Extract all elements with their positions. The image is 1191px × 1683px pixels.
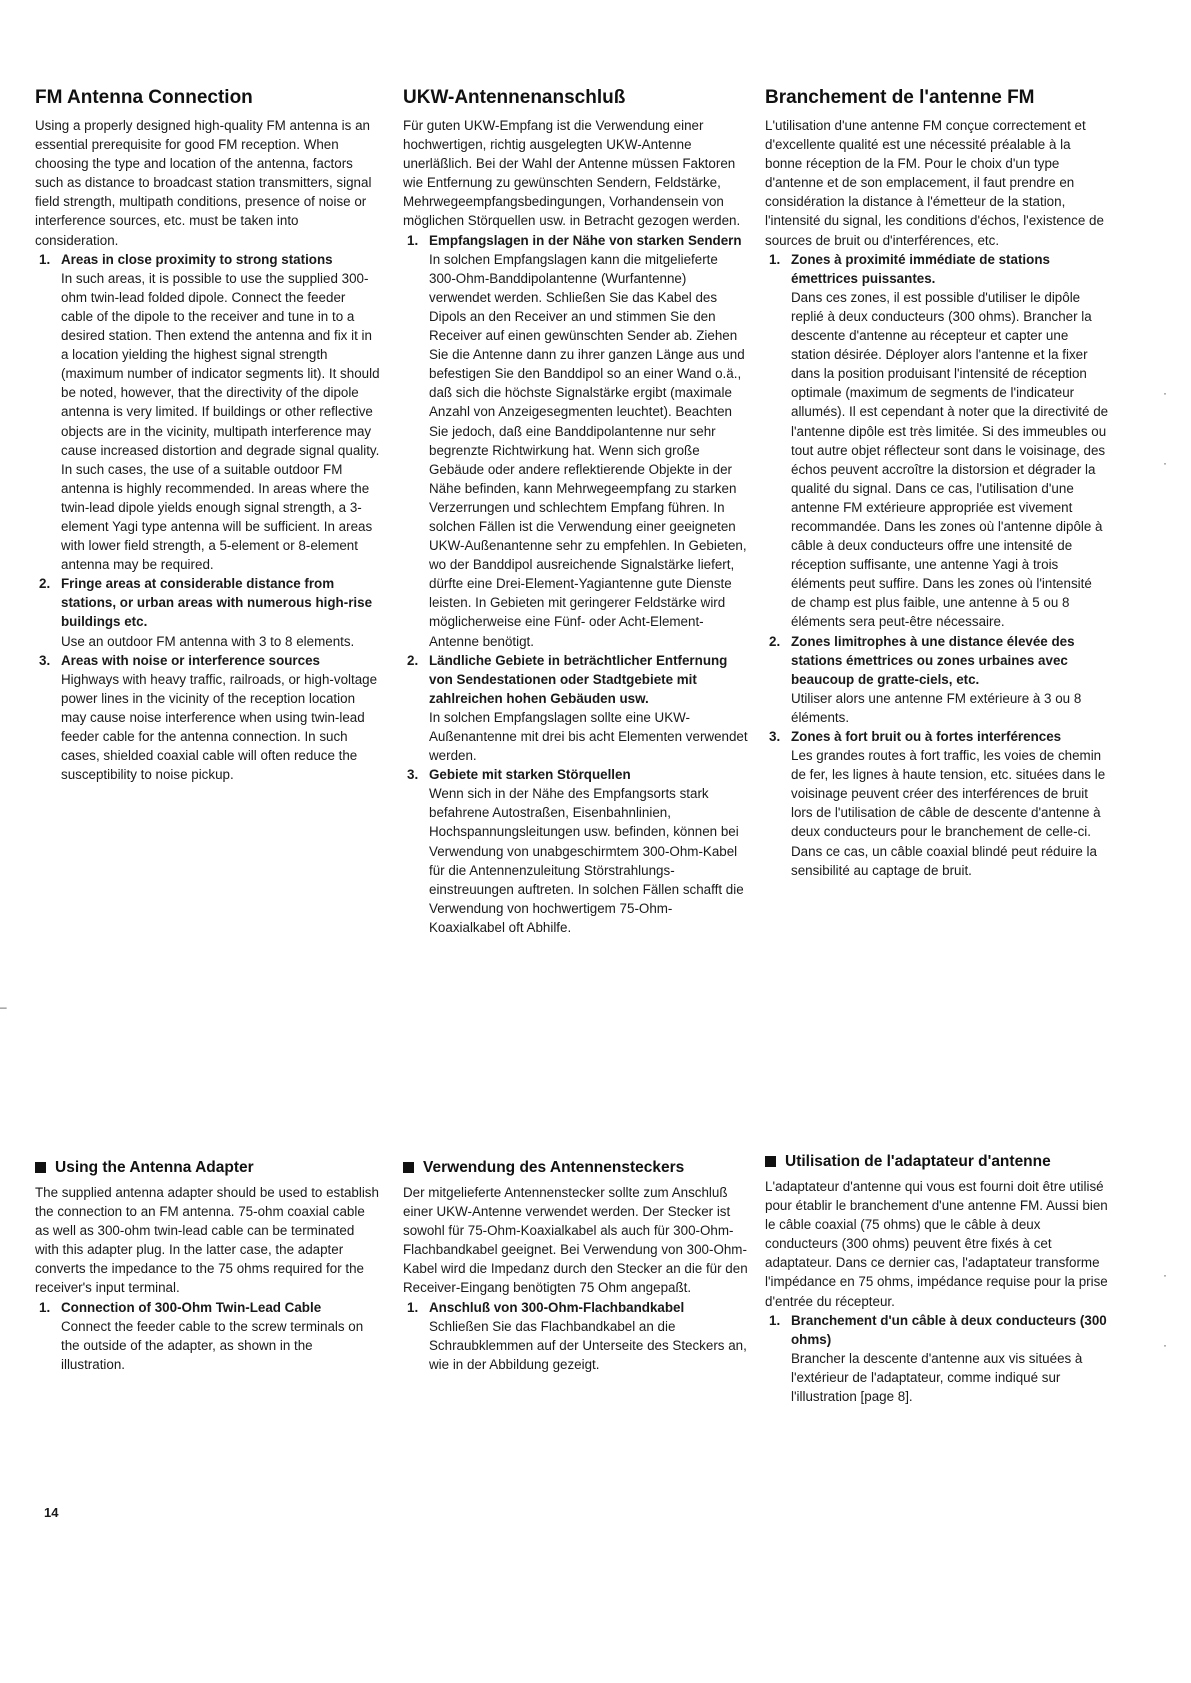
english-item-list	[35, 250, 380, 785]
german-item-3-number: 3.	[407, 767, 419, 783]
french-item-1-body: Dans ces zones, il est possible d'utiliser le dipôle replié à deux conducteurs (300 ohms). Brancher la descente d'antenne au récepteur et capter une station désirée. Déployer alors l'antenne et la fixer dans la position produisant l'intensité de réception optimale (maximum de segments de l'indicateur allumés). Il est cependant à noter que la directivité de l'antenne dipôle est très limitée. Si des immeubles ou tout autre objet réflecteur sont dans le voisinage, des échos peuvent accroître la distorsion et dégrader la qualité du signal. Dans ce cas, l'utilisation d'une antenne FM extérieure appropriée est vivement recommandée. Dans les zones où l'antenne dipôle à câble à deux conducteurs offre une intensité de réception suffisante, une antenne Yagi à trois éléments peut suffire. Dans les zones où l'intensité de champ est plus faible, une antenne à 5 ou 8 éléments sera peut-être nécessaire.	[791, 289, 1109, 630]
german-item-2-body: In solchen Empfangslagen sollte eine UKW-Außenantenne mit drei bis acht Elementen verwendet werden.	[429, 709, 748, 764]
german-item-2	[403, 651, 748, 766]
french-item-3-body: Les grandes routes à fort traffic, les voies de chemin de fer, les lignes à haute tension, etc. situées dans le voisinage peuvent créer des interférences de bruit lors de l'utilisation de câble de descente d'antenne à deux conducteurs pour le branchement de celle-ci. Dans ce cas, un câble coaxial blindé peut réduire la sensibilité au captage de bruit.	[791, 748, 1106, 878]
english-item-1-number: 1.	[39, 251, 51, 267]
french-title: Branchement de l'antenne FM	[765, 87, 1035, 108]
english-adapter-intro: The supplied antenna adapter should be used to establish the connection to an FM antenna. 75-ohm coaxial cable as well as 300-ohm twin-lead cable can be terminated with this adapter plug. In the latter case, the adapter converts the impedance to the 75 ohms required for the receiver's input terminal.	[35, 1185, 379, 1296]
english-item-2-number: 2.	[39, 576, 51, 592]
english-adapter-item-1-title: Connection of 300-Ohm Twin-Lead Cable	[61, 1299, 322, 1315]
english-adapter-item-1-body: Connect the feeder cable to the screw terminals on the outside of the adapter, as shown in the illustration.	[61, 1318, 364, 1372]
english-item-2	[35, 574, 380, 650]
french-item-1-title: Zones à proximité immédiate de stations émettrices puissantes.	[791, 251, 1050, 286]
english-item-2-body: Use an outdoor FM antenna with 3 to 8 elements.	[61, 633, 355, 649]
german-adapter-item-1	[403, 1298, 748, 1374]
french-item-1	[765, 250, 1110, 632]
french-adapter-item-1-title: Branchement d'un câble à deux conducteurs (300 ohms)	[791, 1312, 1107, 1347]
french-adapter-section	[765, 1152, 1110, 1406]
english-item-3-body: Highways with heavy traffic, railroads, or high-voltage power lines in the vicinity of the reception location may cause noise interference when using twin-lead feeder cable for the antenna connection. In such cases, shielded coaxial cable will often reduce the susceptibility to noise pickup.	[61, 671, 378, 783]
german-adapter-title: Verwendung des Antennensteckers	[403, 1158, 748, 1177]
french-intro: L'utilisation d'une antenne FM conçue correctement et d'excellente qualité est une nécessité préalable à la bonne réception de la FM. Pour le choix d'un type d'antenne et de son emplacement, il faut prendre en considération la distance à l'émetteur de la station, l'intensité du signal, les conditions d'échos, l'existence de sources de bruit ou d'interférences, etc.	[765, 118, 1104, 248]
english-item-3-number: 3.	[39, 652, 51, 668]
german-item-3-title: Gebiete mit starken Störquellen	[429, 767, 631, 783]
french-adapter-item-1-number: 1.	[769, 1312, 781, 1328]
german-item-2-title: Ländliche Gebiete in beträchtlicher Entfernung von Sendestationen oder Stadtgebiete mit zahlreichen hohen Gebäuden usw.	[429, 652, 728, 706]
german-adapter-intro: Der mitgelieferte Antennenstecker sollte zum Anschluß einer UKW-Antenne verwendet werden. Der Stecker ist sowohl für 75-Ohm-Koaxialkabel als auch für 300-Ohm-Flachbandkabel geeignet. Bei Verwendung von 300-Ohm-Kabel wird die Impedanz durch den Stecker an die für den Receiver-Eingang benötigten 75 Ohm angepaßt.	[403, 1185, 748, 1296]
french-item-2-title: Zones limitrophes à une distance élevée des stations émettrices ou zones urbaines avec beaucoup de gratte-ciels, etc.	[791, 633, 1075, 687]
english-item-3	[35, 651, 380, 785]
german-adapter-item-1-number: 1.	[407, 1299, 419, 1315]
german-adapter-item-1-body: Schließen Sie das Flachbandkabel an die Schraubklemmen auf der Unterseite des Steckers an, wie in der Abbildung gezeigt.	[429, 1318, 747, 1372]
german-item-1-title: Empfangslagen in der Nähe von starken Sendern	[429, 232, 742, 248]
page-number: 14	[44, 1505, 59, 1520]
english-item-3-title: Areas with noise or interference sources	[61, 652, 320, 668]
german-item-3	[403, 765, 748, 937]
english-adapter-list	[35, 1298, 380, 1374]
french-item-2	[765, 632, 1110, 727]
french-item-1-number: 1.	[769, 251, 781, 267]
english-adapter-item-1	[35, 1298, 380, 1374]
bullet-square-icon	[765, 1156, 776, 1167]
english-title: FM Antenna Connection	[35, 87, 253, 108]
german-intro: Für guten UKW-Empfang ist die Verwendung einer hochwertigen, richtig ausgelegten UKW-Antenne unerläßlich. Bei der Wahl der Antenne müssen Faktoren wie Entfernung zu gewünschten Sendern, Feldstärke, Mehrwegeempfangsbedingungen, Vorhandensein von möglichen Störquellen usw. in Betracht gezogen werden.	[403, 118, 741, 229]
german-title: UKW-Antennenanschluß	[403, 87, 626, 108]
french-adapter-item-1	[765, 1311, 1110, 1406]
bullet-square-icon	[35, 1162, 46, 1173]
english-adapter-item-1-number: 1.	[39, 1299, 51, 1315]
german-item-1-body: In solchen Empfangslagen kann die mitgelieferte 300-Ohm-Banddipolantenne (Wurfantenne) verwendet werden. Schließen Sie das Kabel des Dipols an den Receiver an und stimmen Sie den Receiver auf einen gewünschten Sender ab. Ziehen Sie die Antenne dann zu ihrer ganzen Länge aus und befestigen Sie den Banddipol so an einer Wand o.ä., daß sich die höchste Signalstärke ergibt (maximale Anzahl von Anzeigesegmenten leuchtet). Beachten Sie jedoch, daß eine Banddipolantenne nur sehr begrenzte Richtwirkung hat. Wenn sich große Gebäude oder andere reflektierende Objekte in der Nähe befinden, kann Mehrwegeempfang zu starken Verzerrungen und schlechtem Empfang führen. In solchen Fällen ist die Verwendung einer geeigneten UKW-Außenantenne sehr zu empfehlen. In Gebieten, wo der Banddipol ausreichende Signalstärke liefert, dürfte eine Drei-Element-Yagiantenne gute Dienste leisten. In Gebieten mit geringerer Feldstärke wird möglicherweise eine Fünf- oder Acht-Element-Antenne benötigt.	[429, 251, 747, 649]
german-item-1	[403, 231, 748, 651]
french-adapter-intro: L'adaptateur d'antenne qui vous est fourni doit être utilisé pour établir le branchement d'une antenne FM. Aussi bien le câble coaxial (75 ohms) que le câble à deux conducteurs (300 ohms) peuvent être fixés à cet adaptateur. Dans ce dernier cas, l'adaptateur transforme l'impédance en 75 ohms, impédance requise pour la prise d'entrée du récepteur.	[765, 1179, 1108, 1309]
german-adapter-list	[403, 1298, 748, 1374]
german-item-2-number: 2.	[407, 652, 419, 668]
english-item-2-title: Fringe areas at considerable distance from stations, or urban areas with numerous high-rise buildings etc.	[61, 576, 373, 630]
english-adapter-title: Using the Antenna Adapter	[35, 1158, 380, 1177]
french-adapter-title: Utilisation de l'adaptateur d'antenne	[765, 1152, 1110, 1171]
english-item-1-body: In such areas, it is possible to use the supplied 300-ohm twin-lead folded dipole. Connect the feeder cable of the dipole to the receiver and tune in to a desired station. Then extend the antenna and fix it in a location yielding the highest signal strength (maximum number of indicator segments lit). It should be noted, however, that the directivity of the dipole antenna is very limited. If buildings or other reflective objects are in the vicinity, multipath interference may cause increased distortion and degrade signal quality. In such cases, the use of a suitable outdoor FM antenna is highly recommended. In areas where the twin-lead dipole yields enough signal strength, a 3-element Yagi type antenna will be sufficient. In areas with lower field strength, a 5-element or 8-element antenna may be required.	[61, 270, 380, 573]
german-adapter-item-1-title: Anschluß von 300-Ohm-Flachbandkabel	[429, 1299, 685, 1315]
french-item-2-number: 2.	[769, 633, 781, 649]
english-item-1-title: Areas in close proximity to strong stations	[61, 251, 333, 267]
german-item-3-body: Wenn sich in der Nähe des Empfangsorts stark befahrene Autostraßen, Eisenbahnlinien, Hochspannungsleitungen usw. befinden, können bei Verwendung von unabgeschirmtem 300-Ohm-Kabel für die Antennenzuleitung Störstrahlungs-einstreuungen auftreten. In solchen Fällen schafft die Verwendung von hochwertigem 75-Ohm-Koaxialkabel oft Abhilfe.	[429, 786, 744, 935]
french-item-list	[765, 250, 1110, 880]
french-item-3	[765, 727, 1110, 880]
english-section	[35, 86, 380, 784]
french-item-2-body: Utiliser alors une antenne FM extérieure à 3 ou 8 éléments.	[791, 690, 1082, 725]
scan-mark: ·	[1163, 386, 1167, 400]
scan-mark: ·	[1163, 456, 1167, 470]
french-item-3-number: 3.	[769, 729, 781, 744]
scan-mark: ·	[1163, 1338, 1167, 1352]
french-adapter-list	[765, 1311, 1110, 1406]
scan-mark: ·	[1163, 1268, 1167, 1282]
french-section	[765, 86, 1110, 880]
english-intro: Using a properly designed high-quality FM antenna is an essential prerequisite for good FM reception. When choosing the type and location of the antenna, factors such as distance to broadcast station transmitters, signal field strength, multipath conditions, presence of noise or interference sources, etc. must be taken into consideration.	[35, 118, 372, 248]
bullet-square-icon	[403, 1162, 414, 1173]
english-adapter-section	[35, 1158, 380, 1374]
german-section	[403, 86, 748, 937]
scan-mark: –	[0, 1000, 7, 1014]
french-adapter-item-1-body: Brancher la descente d'antenne aux vis situées à l'extérieur de l'adaptateur, comme indiqué sur l'illustration [page 8].	[791, 1350, 1083, 1405]
french-item-3-title: Zones à fort bruit ou à fortes interférences	[791, 729, 1062, 744]
german-adapter-section	[403, 1158, 748, 1374]
german-item-1-number: 1.	[407, 232, 419, 248]
english-item-1	[35, 250, 380, 575]
german-item-list	[403, 231, 748, 937]
